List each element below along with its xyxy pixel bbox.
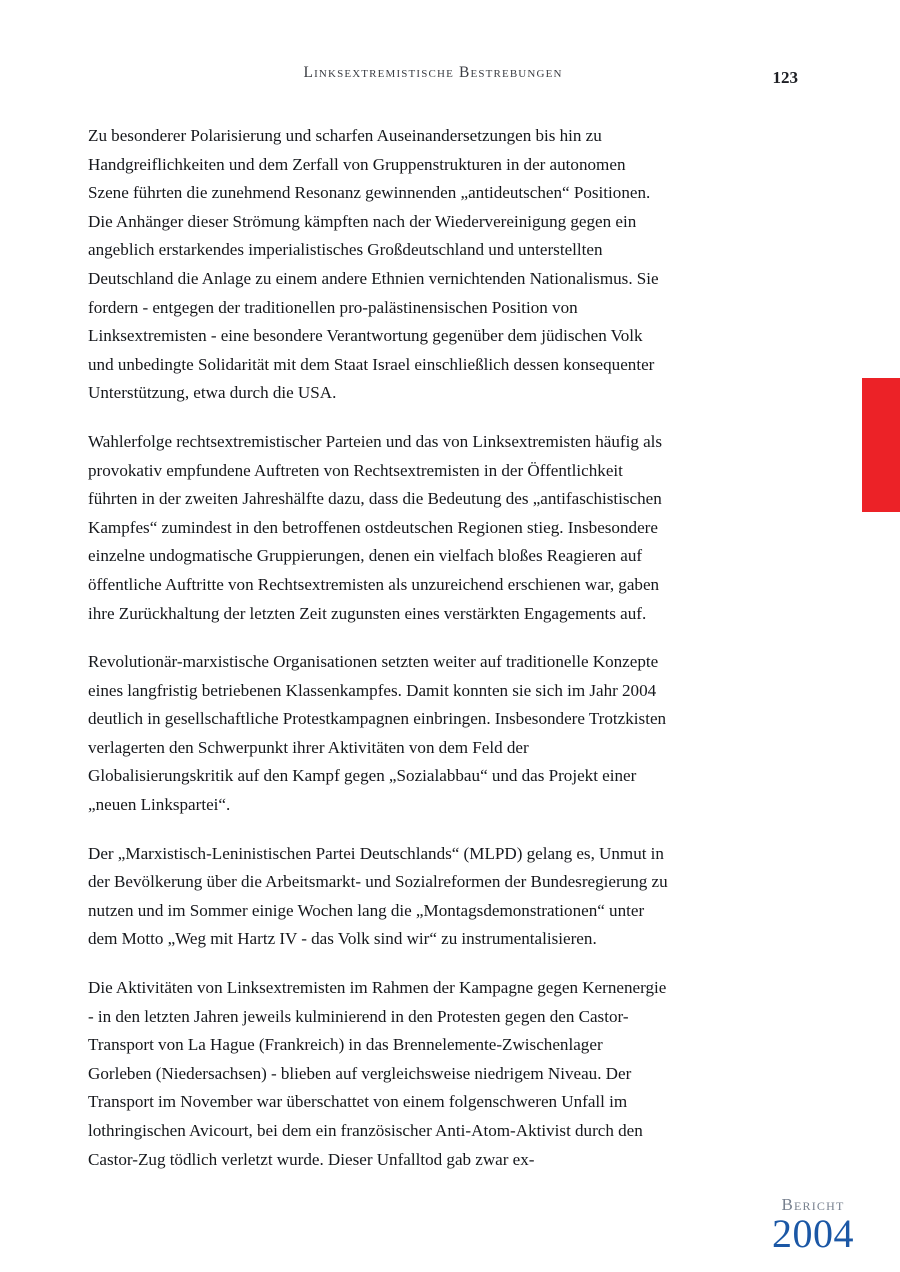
report-logo (750, 1196, 876, 1254)
paragraph: Die Aktivitäten von Linksextremisten im Rahmen der Kampagne gegen Kernenergie - in den letzten Jahren jeweils kulminierend in den Protesten gegen den Castor-Transport von La Hague (Frankreich) in das Brennelemente-Zwischenlager Gorleben (Niedersachsen) - blieben auf vergleichsweise niedrigem Niveau. Der Transport im November war überschattet von einem folgenschweren Unfall im lothringischen Avicourt, bei dem ein französischer Anti-Atom-Aktivist durch den Castor-Zug tödlich verletzt wurde. Dieser Unfalltod gab zwar ex- (88, 978, 667, 1169)
header-chapter-title: Linksextremistische Bestrebungen (303, 64, 563, 81)
logo-year: 2004 (772, 1211, 854, 1256)
paragraph: Revolutionär-marxistische Organisationen setzten weiter auf traditionelle Konzepte eines langfristig betriebenen Klassenkampfes. Damit konnten sie sich im Jahr 2004 deutlich in gesellschaftliche Protestkampagnen einbringen. Insbesondere Trotzkisten verlagerten den Schwerpunkt ihrer Aktivitäten von dem Feld der Globalisierungskritik auf den Kampf gegen „Sozialabbau“ und das Projekt einer „neuen Linkspartei“. (88, 652, 667, 815)
paragraph: Zu besonderer Polarisierung und scharfen Auseinandersetzungen bis hin zu Handgreiflichkeiten und dem Zerfall von Gruppenstrukturen in der autonomen Szene führten die zunehmend Resonanz gewinnenden „antideutschen“ Positionen. Die Anhänger dieser Strömung kämpften nach der Wiedervereinigung gegen ein angeblich erstarkendes imperialistisches Großdeutschland und unterstellten Deutschland die Anlage zu einem andere Ethnien vernichtenden Nationalismus. Sie fordern - entgegen der traditionellen pro-palästinensischen Position von Linksextremisten - eine besondere Verantwortung gegenüber dem jüdischen Volk und unbedingte Solidarität mit dem Staat Israel einschließlich dessen konsequenter Unterstützung, etwa durch die USA. (88, 126, 659, 403)
running-header (88, 64, 848, 98)
body-text-column (88, 122, 668, 1174)
paragraph: Der „Marxistisch-Leninistischen Partei Deutschlands“ (MLPD) gelang es, Unmut in der Bevölkerung über die Arbeitsmarkt- und Sozialreformen der Bundesregierung zu nutzen und im Sommer einige Wochen lang die „Montagsdemonstrationen“ unter dem Motto „Weg mit Hartz IV - das Volk sind wir“ zu instrumentalisieren. (88, 843, 668, 949)
red-edge-tab-marker (862, 378, 900, 512)
paragraph: Wahlerfolge rechtsextremistischer Parteien und das von Linksextremisten häufig als provokativ empfundene Auftreten von Rechtsextremisten in der Öffentlichkeit führten in der zweiten Jahreshälfte dazu, dass die Bedeutung des „antifaschistischen Kampfes“ zumindest in den betroffenen ostdeutschen Regionen stieg. Insbesondere einzelne undogmatische Gruppierungen, denen ein vielfach bloßes Reagieren auf öffentliche Auftritte von Rechtsextremisten als unzureichend erschienen war, gaben ihre Zurückhaltung der letzten Zeit zugunsten eines verstärkten Engagements auf. (88, 431, 663, 623)
logo-bericht-word: Bericht (781, 1195, 845, 1214)
page-number: 123 (772, 68, 798, 87)
